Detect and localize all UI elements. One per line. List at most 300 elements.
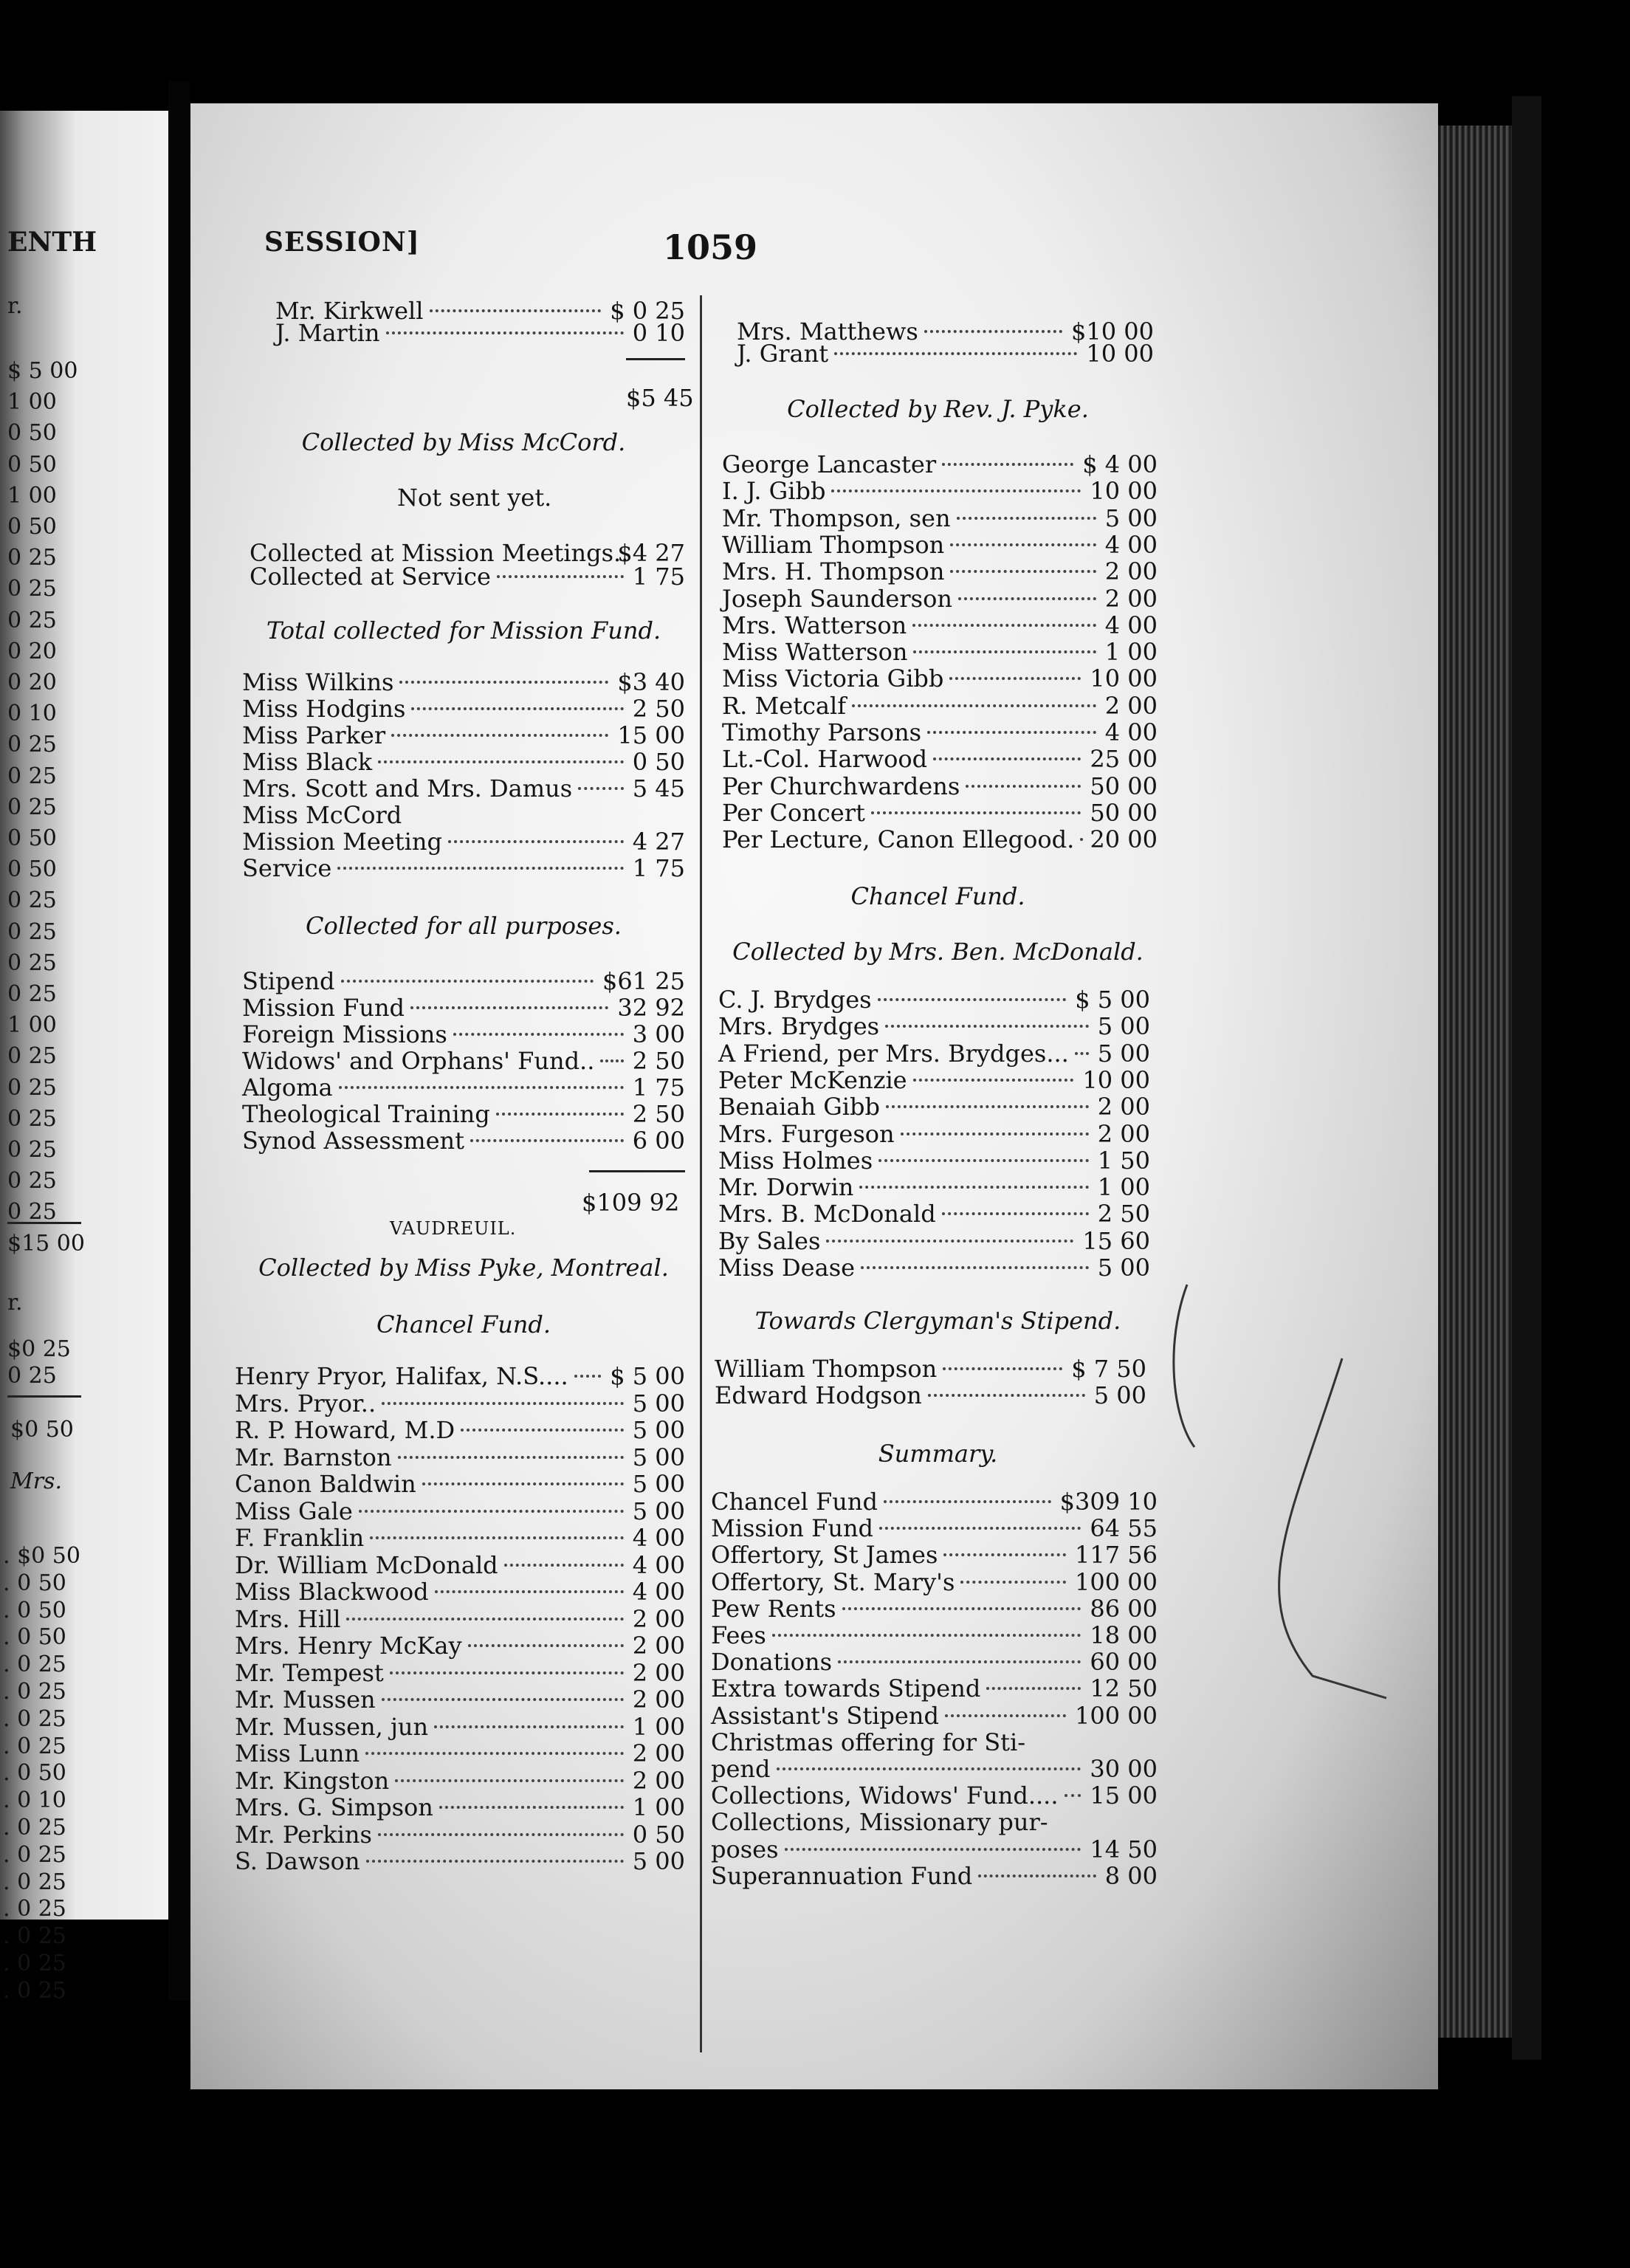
entry-name: Miss Black	[242, 748, 373, 776]
entry-amount: 86 00	[1090, 1594, 1158, 1623]
adjacent-amount: 0 50	[7, 420, 57, 447]
entry-amount: 4 00	[1104, 530, 1158, 559]
heading-chancel: Chancel Fund.	[376, 1310, 551, 1339]
dot-leader	[901, 1133, 1089, 1135]
dot-leader	[398, 1456, 624, 1459]
entry-amount: 1 00	[1097, 1173, 1150, 1202]
entry-amount: 4 00	[1104, 718, 1158, 746]
adjacent-amount: . 0 50	[3, 1624, 66, 1651]
ledger-entry	[235, 1793, 685, 1821]
dot-leader	[448, 840, 624, 843]
entry-amount: $ 4 00	[1082, 450, 1158, 478]
entry-amount: 10 00	[1086, 340, 1154, 368]
dot-leader	[859, 1186, 1088, 1189]
dot-leader	[772, 1634, 1081, 1637]
dot-leader	[950, 570, 1096, 573]
ledger-entry	[715, 1381, 1146, 1409]
adjacent-amount: 0 25	[7, 1074, 57, 1101]
entry-amount: 10 00	[1090, 664, 1158, 693]
entry-amount: 30 00	[1090, 1755, 1158, 1783]
entry-name: Mr. Kirkwell	[275, 297, 424, 325]
entry-name: Per Churchwardens	[722, 772, 960, 800]
adjacent-amount: 0 25	[7, 1105, 57, 1132]
grand-total: $109 92	[582, 1189, 680, 1217]
dot-leader	[390, 1671, 624, 1674]
adjacent-amount: $0 25	[7, 1336, 71, 1362]
ledger-entry	[722, 504, 1158, 532]
dot-leader	[470, 1139, 624, 1142]
ledger-entry	[711, 1567, 1158, 1596]
ledger-entry	[718, 986, 1150, 1014]
dot-leader	[949, 677, 1081, 680]
ledger-entry	[235, 1416, 685, 1444]
entry-amount: 0 10	[632, 319, 685, 347]
ledger-entry	[722, 718, 1158, 746]
page-number: 1059	[663, 227, 758, 267]
ledger-entry	[250, 539, 685, 567]
dot-leader	[382, 1402, 624, 1405]
ledger-entry	[235, 1550, 685, 1579]
entry-amount: 5 45	[632, 774, 685, 803]
entry-name: Lt.-Col. Harwood	[722, 745, 928, 774]
ledger-entry	[737, 317, 1154, 346]
entry-name: Widows' and Orphans' Fund..	[242, 1047, 595, 1075]
entry-name: Joseph Saunderson	[722, 584, 952, 613]
ledger-entry	[711, 1594, 1158, 1623]
heading-all-purposes: Collected for all purposes.	[306, 912, 622, 940]
page-edges	[1438, 126, 1512, 2038]
entry-amount: 60 00	[1090, 1648, 1158, 1677]
entry-name: Miss Lunn	[235, 1739, 360, 1767]
adjacent-amount: 0 50	[7, 514, 57, 540]
entry-amount: 6 00	[632, 1127, 685, 1155]
entry-name: R. Metcalf	[722, 691, 847, 720]
entry-amount: 4 00	[632, 1550, 685, 1579]
entry-name: George Lancaster	[722, 450, 937, 478]
ledger-entry	[242, 774, 685, 803]
entry-amount: 4 00	[1104, 611, 1158, 639]
entry-amount: 4 27	[632, 828, 685, 856]
entry-name: Mrs. Furgeson	[718, 1119, 895, 1148]
entry-name: Donations	[711, 1648, 832, 1677]
entry-name: Miss Dease	[718, 1254, 856, 1282]
dot-leader	[913, 1079, 1074, 1082]
entry-name: Mr. Mussen, jun	[235, 1712, 429, 1741]
adjacent-amount: 0 25	[7, 887, 57, 914]
adjacent-fragment-a: r.	[7, 293, 23, 319]
entry-amount: 5 00	[632, 1416, 685, 1444]
ledger-entry	[275, 297, 685, 325]
ledger-entry	[718, 1226, 1150, 1255]
adjacent-amount: 0 25	[7, 576, 57, 602]
ledger-entry	[711, 1835, 1158, 1863]
heading-summary: Summary.	[878, 1440, 998, 1468]
entry-amount: 15 60	[1082, 1226, 1150, 1255]
entry-amount: 100 00	[1075, 1701, 1158, 1730]
entry-name: Mrs. Henry McKay	[235, 1632, 462, 1660]
entry-amount: 50 00	[1090, 798, 1158, 827]
entry-amount: 5 00	[1097, 1012, 1150, 1041]
adjacent-amount: 0 25	[7, 1137, 57, 1163]
subtotal: $5 45	[626, 384, 694, 412]
dot-leader	[861, 1266, 1089, 1269]
dot-leader	[370, 1536, 624, 1539]
entry-name: Mrs. H. Thompson	[722, 557, 945, 586]
dot-leader	[378, 760, 624, 763]
dot-leader	[453, 1033, 624, 1036]
entry-name: William Thompson	[715, 1355, 938, 1383]
ledger-entry	[235, 1389, 685, 1418]
entry-amount: $4 27	[617, 539, 685, 567]
entry-amount: 2 00	[1104, 584, 1158, 613]
ledger-entry	[722, 611, 1158, 639]
adjacent-amount: 0 25	[7, 918, 57, 945]
entry-name: Extra towards Stipend	[711, 1674, 981, 1703]
adjacent-amount: 0 25	[7, 1363, 57, 1389]
dot-leader	[878, 998, 1067, 1001]
dot-leader	[978, 1874, 1096, 1877]
entry-amount: 2 50	[632, 1100, 685, 1128]
entry-name: Pew Rents	[711, 1594, 836, 1623]
entry-name: By Sales	[718, 1226, 821, 1255]
entry-name: Mission Meeting	[242, 828, 442, 856]
entry-name: Mr. Mussen	[235, 1685, 376, 1714]
ledger-entry	[722, 825, 1158, 854]
running-head-section: SESSION]	[264, 227, 420, 258]
sum-rule	[589, 1170, 685, 1172]
dot-leader	[366, 1860, 624, 1863]
entry-name: Miss Victoria Gibb	[722, 664, 944, 693]
ledger-entry	[718, 1173, 1150, 1202]
entry-name: C. J. Brydges	[718, 986, 872, 1014]
ledger-entry	[718, 1065, 1150, 1094]
dot-leader	[912, 624, 1096, 627]
adjacent-amount: 1 00	[7, 1012, 57, 1039]
dot-leader	[337, 867, 623, 870]
dot-leader	[600, 1059, 623, 1062]
ledger-entry	[235, 1658, 685, 1687]
place-heading: VAUDREUIL.	[390, 1218, 517, 1239]
ledger-entry	[235, 1847, 685, 1875]
entry-amount: 5 00	[632, 1470, 685, 1498]
entry-name: Miss Wilkins	[242, 668, 394, 696]
entry-name: Edward Hodgson	[715, 1381, 922, 1409]
dot-leader	[966, 785, 1081, 788]
adjacent-amount: . 0 50	[3, 1570, 66, 1596]
ledger-entry	[722, 530, 1158, 559]
adjacent-amount: 1 00	[7, 389, 57, 416]
entry-amount: 2 50	[1097, 1200, 1150, 1228]
dot-leader	[826, 1240, 1073, 1243]
adjacent-amount: . 0 25	[3, 1869, 66, 1895]
entry-name: Benaiah Gibb	[718, 1093, 880, 1121]
entry-amount: 12 50	[1090, 1674, 1158, 1703]
entry-amount: 1 75	[632, 854, 685, 882]
entry-name: Mrs. Matthews	[737, 317, 918, 346]
adjacent-amount: . 0 25	[3, 1896, 66, 1922]
ledger-entry	[718, 1119, 1150, 1148]
entry-name: F. Franklin	[235, 1524, 365, 1552]
entry-amount: 0 50	[632, 1820, 685, 1849]
entry-name: William Thompson	[722, 530, 945, 559]
dot-leader	[504, 1564, 624, 1567]
ledger-entry	[718, 1200, 1150, 1228]
ledger-entry	[711, 1674, 1158, 1703]
dot-leader	[391, 734, 608, 737]
adjacent-amount: . 0 25	[3, 1705, 66, 1732]
dot-leader	[386, 331, 624, 334]
heading-clergyman: Towards Clergyman's Stipend.	[754, 1307, 1121, 1335]
dot-leader	[341, 980, 594, 983]
dot-leader	[422, 1482, 624, 1485]
adjacent-amount: . 0 10	[3, 1787, 66, 1814]
book-cover-edge	[1512, 96, 1541, 2060]
ledger-entry	[235, 1766, 685, 1795]
entry-amount: 2 00	[632, 1766, 685, 1795]
entry-amount: 2 00	[632, 1604, 685, 1633]
adjacent-amount: 0 25	[7, 949, 57, 976]
entry-name: poses	[711, 1835, 779, 1863]
ledger-entry	[718, 1146, 1150, 1175]
entry-amount: 2 00	[1097, 1093, 1150, 1121]
entry-amount: 5 00	[1093, 1381, 1146, 1409]
ledger-entry	[275, 319, 685, 347]
entry-amount: 20 00	[1090, 825, 1158, 854]
dot-leader	[339, 1086, 624, 1089]
entry-amount: 2 00	[1104, 691, 1158, 720]
ledger-entry	[242, 668, 685, 696]
entry-amount: 5 00	[1097, 1039, 1150, 1068]
entry-amount: 15 00	[1090, 1781, 1158, 1810]
entry-name: J. Martin	[275, 319, 380, 347]
adjacent-amount: . 0 50	[3, 1760, 66, 1787]
dot-leader	[439, 1806, 624, 1809]
ledger-entry	[711, 1808, 1158, 1837]
dot-leader	[960, 1581, 1066, 1584]
ledger-entry	[250, 563, 685, 591]
adjacent-amount: 0 25	[7, 794, 57, 820]
dot-leader	[943, 1553, 1066, 1556]
ledger-entry	[718, 1012, 1150, 1041]
entry-name: Mrs. Brydges	[718, 1012, 880, 1041]
ledger-entry	[235, 1632, 685, 1660]
adjacent-amount: . 0 25	[3, 1923, 66, 1950]
adjacent-total-a: $15 00	[7, 1231, 85, 1257]
dot-leader	[834, 352, 1077, 355]
dot-leader	[958, 597, 1096, 600]
ledger-entry	[711, 1861, 1158, 1890]
entry-name: Mr. Barnston	[235, 1443, 392, 1471]
entry-name: Miss Watterson	[722, 638, 908, 667]
dot-leader	[574, 1375, 602, 1378]
ledger-entry	[242, 801, 685, 829]
adjacent-amount: . 0 25	[3, 1733, 66, 1759]
entry-amount: 1 75	[632, 1073, 685, 1102]
entry-amount: $ 5 00	[610, 1362, 685, 1390]
dot-leader	[928, 1394, 1085, 1397]
ledger-entry	[711, 1728, 1158, 1756]
entry-name: Collected at Mission Meetings..	[250, 539, 629, 567]
dot-leader	[411, 707, 623, 710]
ledger-entry	[235, 1496, 685, 1525]
dot-leader	[382, 1698, 624, 1701]
entry-amount: 1 50	[1097, 1146, 1150, 1175]
adjacent-amount: . $0 50	[3, 1543, 80, 1569]
ledger-entry	[722, 450, 1158, 478]
dot-leader	[933, 757, 1081, 760]
entry-name: Service	[242, 854, 332, 882]
entry-name: A Friend, per Mrs. Brydges...	[718, 1039, 1069, 1068]
entry-amount: 8 00	[1104, 1861, 1158, 1890]
entry-amount: 4 00	[632, 1524, 685, 1552]
entry-name: Foreign Missions	[242, 1020, 447, 1048]
adjacent-amount: . 0 50	[3, 1597, 66, 1623]
entry-name: Miss McCord	[242, 801, 402, 829]
adjacent-amount: . 0 25	[3, 1977, 66, 2004]
adjacent-amount: . 0 25	[3, 1841, 66, 1868]
entry-amount: 32 92	[617, 994, 685, 1022]
ledger-entry	[722, 772, 1158, 800]
entry-name: Mrs. Hill	[235, 1604, 341, 1633]
ledger-entry	[715, 1355, 1146, 1383]
dot-leader	[924, 330, 1062, 333]
entry-name: Mrs. B. McDonald	[718, 1200, 936, 1228]
ledger-entry	[242, 1073, 685, 1102]
dot-leader	[842, 1607, 1081, 1610]
entry-amount: 1 00	[632, 1793, 685, 1821]
entry-amount: 2 00	[632, 1739, 685, 1767]
ledger-entry	[718, 1039, 1150, 1068]
entry-name: Miss Parker	[242, 721, 386, 749]
ledger-entry	[242, 748, 685, 776]
ledger-entry	[718, 1254, 1150, 1282]
adjacent-rule-b	[7, 1395, 81, 1398]
dot-leader	[461, 1429, 624, 1432]
ledger-entry	[235, 1712, 685, 1741]
entry-amount: 64 55	[1090, 1514, 1158, 1543]
dot-leader	[468, 1644, 624, 1647]
adjacent-amount: 0 25	[7, 732, 57, 758]
entry-amount: $61 25	[602, 967, 685, 995]
entry-name: Miss Hodgins	[242, 695, 406, 723]
entry-amount: 117 56	[1075, 1541, 1158, 1570]
entry-name: Miss Holmes	[718, 1146, 873, 1175]
entry-amount: 0 50	[632, 748, 685, 776]
ledger-entry	[722, 691, 1158, 720]
adjacent-amount: . 0 25	[3, 1951, 66, 1976]
adjacent-amount: 0 20	[7, 670, 57, 695]
dot-leader	[950, 543, 1096, 546]
entry-name: Theological Training	[242, 1100, 490, 1128]
entry-name: Collected at Service	[250, 563, 491, 591]
ledger-entry	[711, 1755, 1158, 1783]
ledger-entry	[235, 1524, 685, 1552]
dot-leader	[884, 1500, 1051, 1503]
ledger-entry	[718, 1093, 1150, 1121]
entry-name: Miss Blackwood	[235, 1578, 429, 1606]
dot-leader	[410, 1006, 608, 1009]
entry-name: Mrs. G. Simpson	[235, 1793, 433, 1821]
ledger-entry	[242, 967, 685, 995]
dot-leader	[957, 517, 1096, 520]
pen-mark	[1121, 1211, 1416, 1713]
adjacent-amount: 0 25	[7, 1043, 57, 1070]
dot-leader	[395, 1779, 623, 1782]
ledger-entry	[235, 1739, 685, 1767]
adjacent-amount: 0 25	[7, 607, 57, 633]
dot-leader	[878, 1159, 1089, 1162]
ledger-entry	[242, 1047, 685, 1075]
entry-name: Stipend	[242, 967, 335, 995]
entry-amount: 5 00	[632, 1443, 685, 1471]
ledger-entry	[242, 695, 685, 723]
adjacent-running-head: ENTH	[7, 227, 97, 258]
adjacent-amount: 0 20	[7, 638, 57, 664]
ledger-entry	[722, 584, 1158, 613]
book-page	[190, 103, 1438, 2089]
adjacent-fragment-c: Mrs.	[10, 1468, 62, 1494]
entry-amount: 25 00	[1090, 745, 1158, 774]
entry-name: Henry Pryor, Halifax, N.S....	[235, 1362, 568, 1390]
entry-amount: 2 00	[1097, 1119, 1150, 1148]
ledger-entry	[722, 638, 1158, 667]
not-sent-note: Not sent yet.	[397, 484, 552, 512]
dot-leader	[1080, 838, 1081, 841]
entry-name: Offertory, St James	[711, 1541, 938, 1570]
heading-rev-pyke: Collected by Rev. J. Pyke.	[787, 395, 1089, 423]
entry-amount: 2 50	[632, 695, 685, 723]
entry-name: Chancel Fund	[711, 1488, 878, 1516]
entry-amount: 2 00	[632, 1685, 685, 1714]
dot-leader	[986, 1687, 1081, 1690]
adjacent-amount: . 0 25	[3, 1652, 66, 1678]
ledger-entry	[722, 477, 1158, 506]
entry-amount: $ 5 00	[1075, 986, 1150, 1014]
dot-leader	[886, 1105, 1089, 1108]
entry-name: Peter McKenzie	[718, 1065, 907, 1094]
dot-leader	[365, 1752, 624, 1755]
dot-leader	[942, 463, 1073, 466]
dot-leader	[831, 489, 1081, 492]
entry-name: Mr. Perkins	[235, 1820, 372, 1849]
entry-amount: 5 00	[632, 1496, 685, 1525]
entry-name: Mission Fund	[242, 994, 405, 1022]
ledger-entry	[711, 1488, 1158, 1516]
dot-leader	[1075, 1052, 1089, 1055]
entry-name: Mr. Thompson, sen	[722, 504, 951, 532]
entry-name: Canon Baldwin	[235, 1470, 416, 1498]
entry-amount: $ 7 50	[1071, 1355, 1146, 1383]
heading-mccord: Collected by Miss McCord.	[301, 428, 626, 456]
dot-leader	[838, 1660, 1081, 1663]
adjacent-amount: . 0 25	[3, 1679, 66, 1705]
ledger-entry	[235, 1685, 685, 1714]
entry-amount: 100 00	[1075, 1567, 1158, 1596]
entry-name: Algoma	[242, 1073, 333, 1102]
adjacent-total-b: $0 50	[10, 1417, 74, 1443]
entry-amount: 18 00	[1090, 1621, 1158, 1649]
entry-name: Miss Gale	[235, 1496, 353, 1525]
dot-leader	[879, 1527, 1081, 1530]
ledger-entry	[242, 828, 685, 856]
ledger-entry	[722, 798, 1158, 827]
entry-amount: 1 75	[632, 563, 685, 591]
entry-name: Synod Assessment	[242, 1127, 465, 1155]
entry-amount: 10 00	[1090, 477, 1158, 506]
entry-name: Fees	[711, 1621, 766, 1649]
ledger-entry	[235, 1362, 685, 1390]
entry-amount: $309 10	[1059, 1488, 1158, 1516]
